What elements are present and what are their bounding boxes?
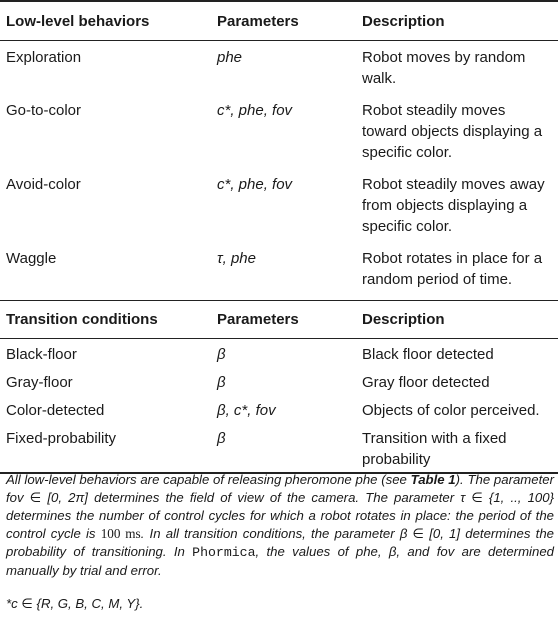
- transition-params: β, c*, fov: [217, 402, 276, 419]
- transition-description: Gray floor detected: [362, 374, 490, 391]
- behavior-params: phe: [217, 49, 243, 66]
- transition-params: β: [217, 346, 226, 363]
- transition-name: Gray-floor: [6, 374, 73, 391]
- header-parameters: Parameters: [211, 301, 356, 339]
- behavior-description: Robot steadily moves away from objects displaying a specific color.: [362, 176, 545, 235]
- table-footnote: [6, 471, 554, 580]
- transition-params: β: [211, 423, 356, 473]
- behavior-description: Robot rotates in place for a random period of time.: [362, 250, 543, 288]
- footnote-text-1: All low-level behaviors are capable of releasing pheromone phe (see: [6, 472, 411, 487]
- transition-description: Black floor detected: [362, 346, 494, 363]
- behavior-name: Go-to-color: [6, 102, 82, 119]
- footnote-text-3: . In all transition conditions, the parameter β ∈ [0, 1] determines the probability of transitioning. In: [6, 526, 554, 559]
- table-row: [0, 423, 558, 473]
- transition-params: β: [217, 374, 226, 391]
- table-reference-link[interactable]: Table 1: [410, 472, 456, 487]
- behavior-name: Exploration: [6, 49, 82, 66]
- transition-name: Fixed-probability: [0, 423, 211, 473]
- behavior-params: c*, phe, fov: [217, 176, 293, 193]
- table-row: [0, 395, 558, 423]
- table-row: [0, 367, 558, 395]
- header-parameters: Parameters: [211, 1, 356, 41]
- behavior-description: Robot steadily moves toward objects displaying a specific color.: [362, 102, 543, 161]
- color-set-footnote: *c ∈ {R, G, B, C, M, Y}.: [6, 596, 144, 611]
- footnote-text-2: ). The parameter fov ∈ [0, 2π] determines the field of view of the camera. The parameter τ ∈ {1, .., 100} determines the number of control cycles for which a robot rotates in place: the period of the control cycle is: [6, 472, 555, 541]
- footnote-ms-value: 100 ms: [100, 526, 141, 541]
- transition-description: Objects of color perceived.: [362, 402, 540, 419]
- header-low-level-behaviors: Low-level behaviors: [0, 1, 211, 41]
- behavior-name: Waggle: [6, 250, 57, 267]
- transition-description: Transition with a fixed probability: [356, 423, 558, 473]
- table-row: [0, 242, 558, 301]
- behaviors-header-row: [0, 1, 558, 41]
- behavior-params: τ, phe: [217, 250, 256, 267]
- table-row: [0, 94, 558, 168]
- table-row: [0, 41, 558, 95]
- transition-name: Black-floor: [6, 346, 77, 363]
- transitions-header-row: [0, 301, 558, 339]
- behavior-description: Robot moves by random walk.: [362, 49, 526, 87]
- table-row: [0, 168, 558, 242]
- transition-name: Color-detected: [6, 402, 105, 419]
- footnote-software-name: Phormica: [192, 545, 256, 560]
- behavior-params: c*, phe, fov: [217, 102, 293, 119]
- header-description: Description: [356, 301, 558, 339]
- behavior-name: Avoid-color: [6, 176, 81, 193]
- footnote-text-4: , the values of phe, β, and fov are determined manually by trial and error.: [6, 544, 554, 578]
- header-description: Description: [356, 1, 558, 41]
- table-row: [0, 339, 558, 368]
- header-transition-conditions: Transition conditions: [0, 301, 211, 339]
